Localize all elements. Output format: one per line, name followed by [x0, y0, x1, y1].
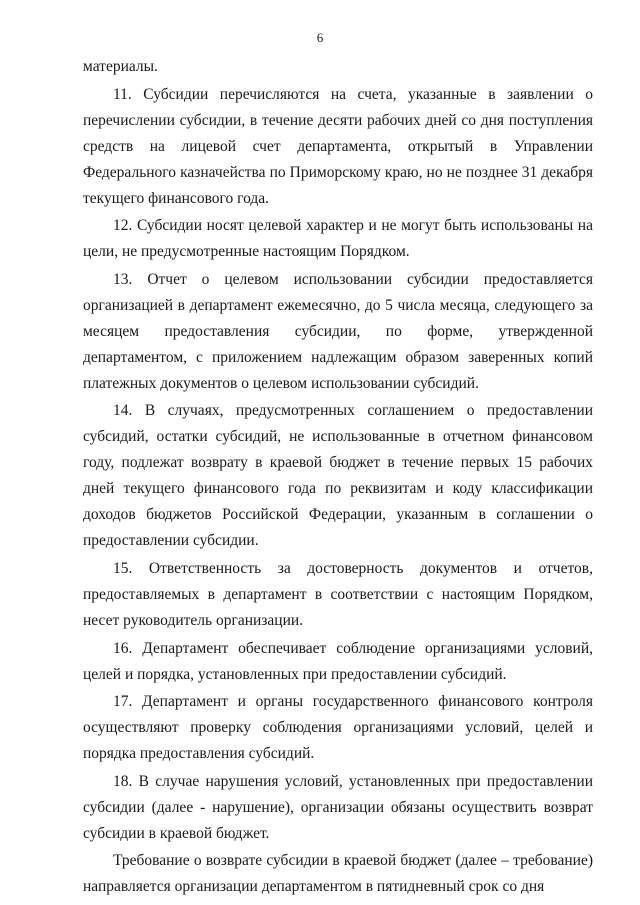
paragraph-17: 17. Департамент и органы государственного финансового контроля осуществляют проверку соблюдения организациями условий, целей и порядка предоставления субсидий. [83, 693, 593, 763]
paragraph-14: 14. В случаях, предусмотренных соглашением о предоставлении субсидий, остатки субсидий, не использованные в отчетном финансовом году, подлежат возврату в краевой бюджет в течение первых 15 рабочих дней текущего финансового года по реквизитам и коду классификации доходов бюджетов Российской Федерации, указанным в соглашении о предоставлении субсидии. [83, 402, 593, 550]
paragraph-12: 12. Субсидии носят целевой характер и не могут быть использованы на цели, не предусмотренные настоящим Порядком. [83, 217, 593, 261]
paragraph-15: 15. Ответственность за достоверность документов и отчетов, предоставляемых в департамент в соответствии с настоящим Порядком, несет руководитель организации. [83, 559, 593, 629]
paragraph-continuation: материалы. [83, 58, 158, 75]
paragraph-demand: Требование о возврате субсидии в краевой бюджет (далее – требование) направляется организации департаментом в пятидневный срок со дня [83, 852, 593, 896]
paragraph-16: 16. Департамент обеспечивает соблюдение организациями условий, целей и порядка, установленных при предоставлении субсидий. [83, 639, 593, 683]
paragraph-13: 13. Отчет о целевом использовании субсидии предоставляется организацией в департамент ежемесячно, до 5 числа месяца, следующего за месяцем предоставления субсидии, по форме, утвержденной департаментом, с приложением надлежащим образом заверенных копий платежных документов о целевом использовании субсидий. [83, 270, 593, 392]
page-number: 6 [316, 30, 324, 45]
document-body [83, 54, 593, 902]
paragraph-18: 18. В случае нарушения условий, установленных при предоставлении субсидии (далее - нарушение), организации обязаны осуществить возврат субсидии в краевой бюджет. [83, 772, 593, 842]
paragraph-11: 11. Субсидии перечисляются на счета, указанные в заявлении о перечислении субсидии, в течение десяти рабочих дней со дня поступления средств на лицевой счет департамента, открытый в Управлении Федерального казначейства по Приморскому краю, но не позднее 31 декабря текущего финансового года. [83, 85, 593, 207]
